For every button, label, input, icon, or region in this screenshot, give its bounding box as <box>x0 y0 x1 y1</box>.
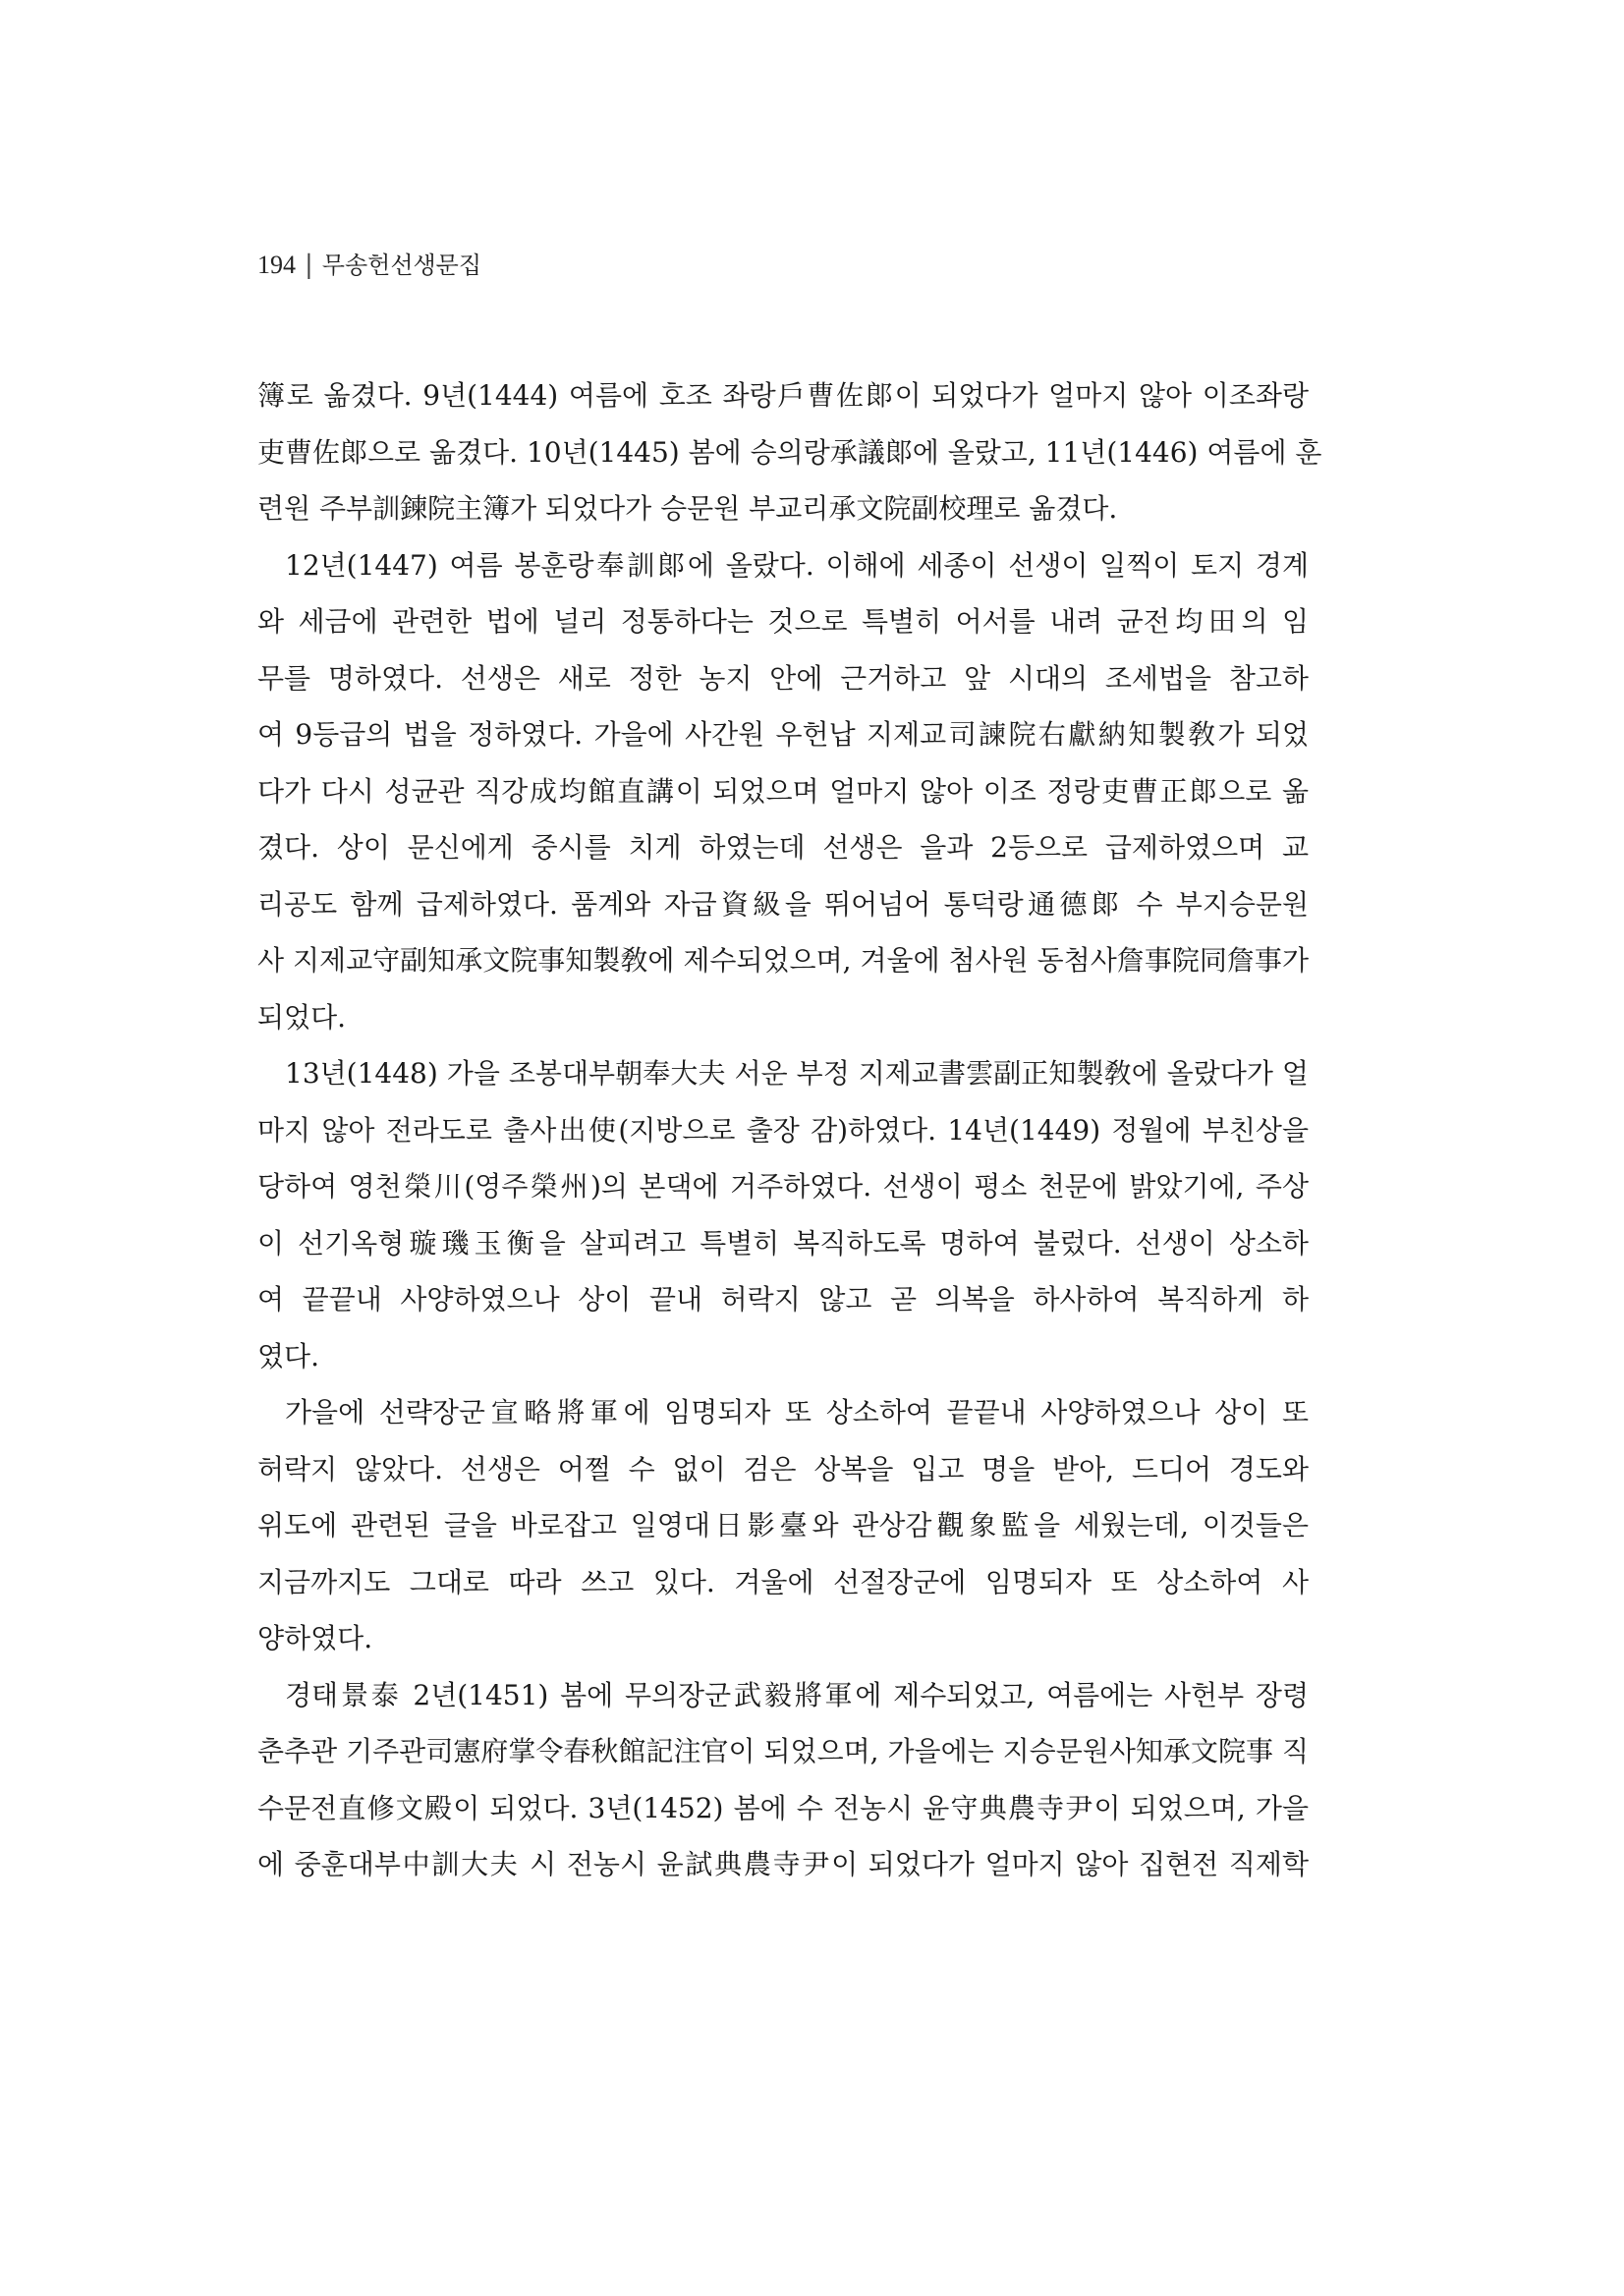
header-separator: | <box>305 251 313 280</box>
text-line: 되었다. <box>257 1000 347 1034</box>
text-line: 사 지제교守副知承文院事知製敎에 제수되었으며, 겨울에 첨사원 동첨사詹事院同詹事가 <box>257 944 1309 977</box>
text-line: 였다. <box>257 1339 319 1372</box>
text-line: 허락지 않았다. 선생은 어쩔 수 없이 검은 상복을 입고 명을 받아, 드디어 경도와 <box>257 1452 1309 1485</box>
text-line: 당하여 영천榮川(영주榮州)의 본댁에 거주하였다. 선생이 평소 천문에 밝았기에, 주상 <box>257 1170 1309 1203</box>
text-line: 무를 명하였다. 선생은 새로 정한 농지 안에 근거하고 앞 시대의 조세법을 참고하 <box>257 661 1309 695</box>
text-line: 춘추관 기주관司憲府掌令春秋館記注官이 되었으며, 가을에는 지승문원사知承文院事 직 <box>257 1735 1309 1767</box>
text-line: 에 중훈대부中訓大夫 시 전농시 윤試典農寺尹이 되었다가 얼마지 않아 집현전 직제학 <box>257 1848 1309 1880</box>
text-line: 12년(1447) 여름 봉훈랑奉訓郞에 올랐다. 이해에 세종이 선생이 일찍이 토지 경계 <box>285 548 1309 582</box>
text-line: 수문전直修文殿이 되었다. 3년(1452) 봄에 수 전농시 윤守典農寺尹이 되었으며, 가을 <box>257 1791 1309 1824</box>
text-line: 마지 않아 전라도로 출사出使(지방으로 출장 감)하였다. 14년(1449) 정월에 부친상을 <box>257 1113 1309 1147</box>
text-line: 여 9등급의 법을 정하였다. 가을에 사간원 우헌납 지제교司諫院右獻納知製敎가 되었 <box>257 718 1309 751</box>
text-line: 련원 주부訓鍊院主簿가 되었다가 승문원 부교리承文院副校理로 옮겼다. <box>257 492 1118 525</box>
page-number: 194 <box>257 251 296 279</box>
text-line: 다가 다시 성균관 직강成均館直講이 되었으며 얼마지 않아 이조 정랑吏曹正郞으로 옮 <box>257 774 1309 808</box>
text-line: 지금까지도 그대로 따라 쓰고 있다. 겨울에 선절장군에 임명되자 또 상소하여 사 <box>257 1565 1309 1598</box>
text-line: 이 선기옥형璇璣玉衡을 살피려고 특별히 복직하도록 명하여 불렀다. 선생이 상소하 <box>257 1226 1309 1260</box>
book-title: 무송헌선생문집 <box>321 252 482 279</box>
running-header <box>257 248 481 283</box>
text-line: 여 끝끝내 사양하였으나 상이 끝내 허락지 않고 곧 의복을 하사하여 복직하게 하 <box>257 1283 1309 1316</box>
text-line: 와 세금에 관련한 법에 널리 정통하다는 것으로 특별히 어서를 내려 균전均田의 임 <box>257 605 1309 638</box>
body-text <box>257 367 1322 1893</box>
text-line: 13년(1448) 가을 조봉대부朝奉大夫 서운 부정 지제교書雲副正知製敎에 올랐다가 얼 <box>285 1057 1309 1090</box>
text-line: 가을에 선략장군宣略將軍에 임명되자 또 상소하여 끝끝내 사양하였으나 상이 또 <box>285 1396 1309 1428</box>
text-line: 簿로 옮겼다. 9년(1444) 여름에 호조 좌랑戶曹佐郞이 되었다가 얼마지 않아 이조좌랑 <box>257 379 1309 412</box>
text-line: 겼다. 상이 문신에게 중시를 치게 하였는데 선생은 을과 2등으로 급제하였으며 교 <box>257 831 1309 864</box>
text-line: 吏曹佐郞으로 옮겼다. 10년(1445) 봄에 승의랑承議郞에 올랐고, 11년(1446) 여름에 훈 <box>257 435 1322 469</box>
text-line: 리공도 함께 급제하였다. 품계와 자급資級을 뛰어넘어 통덕랑通德郞 수 부지승문원 <box>257 887 1309 921</box>
text-line: 위도에 관련된 글을 바로잡고 일영대日影臺와 관상감觀象監을 세웠는데, 이것들은 <box>257 1509 1309 1541</box>
text-line: 양하였다. <box>257 1622 373 1654</box>
text-line: 경태景泰 2년(1451) 봄에 무의장군武毅將軍에 제수되었고, 여름에는 사헌부 장령 <box>285 1678 1309 1711</box>
